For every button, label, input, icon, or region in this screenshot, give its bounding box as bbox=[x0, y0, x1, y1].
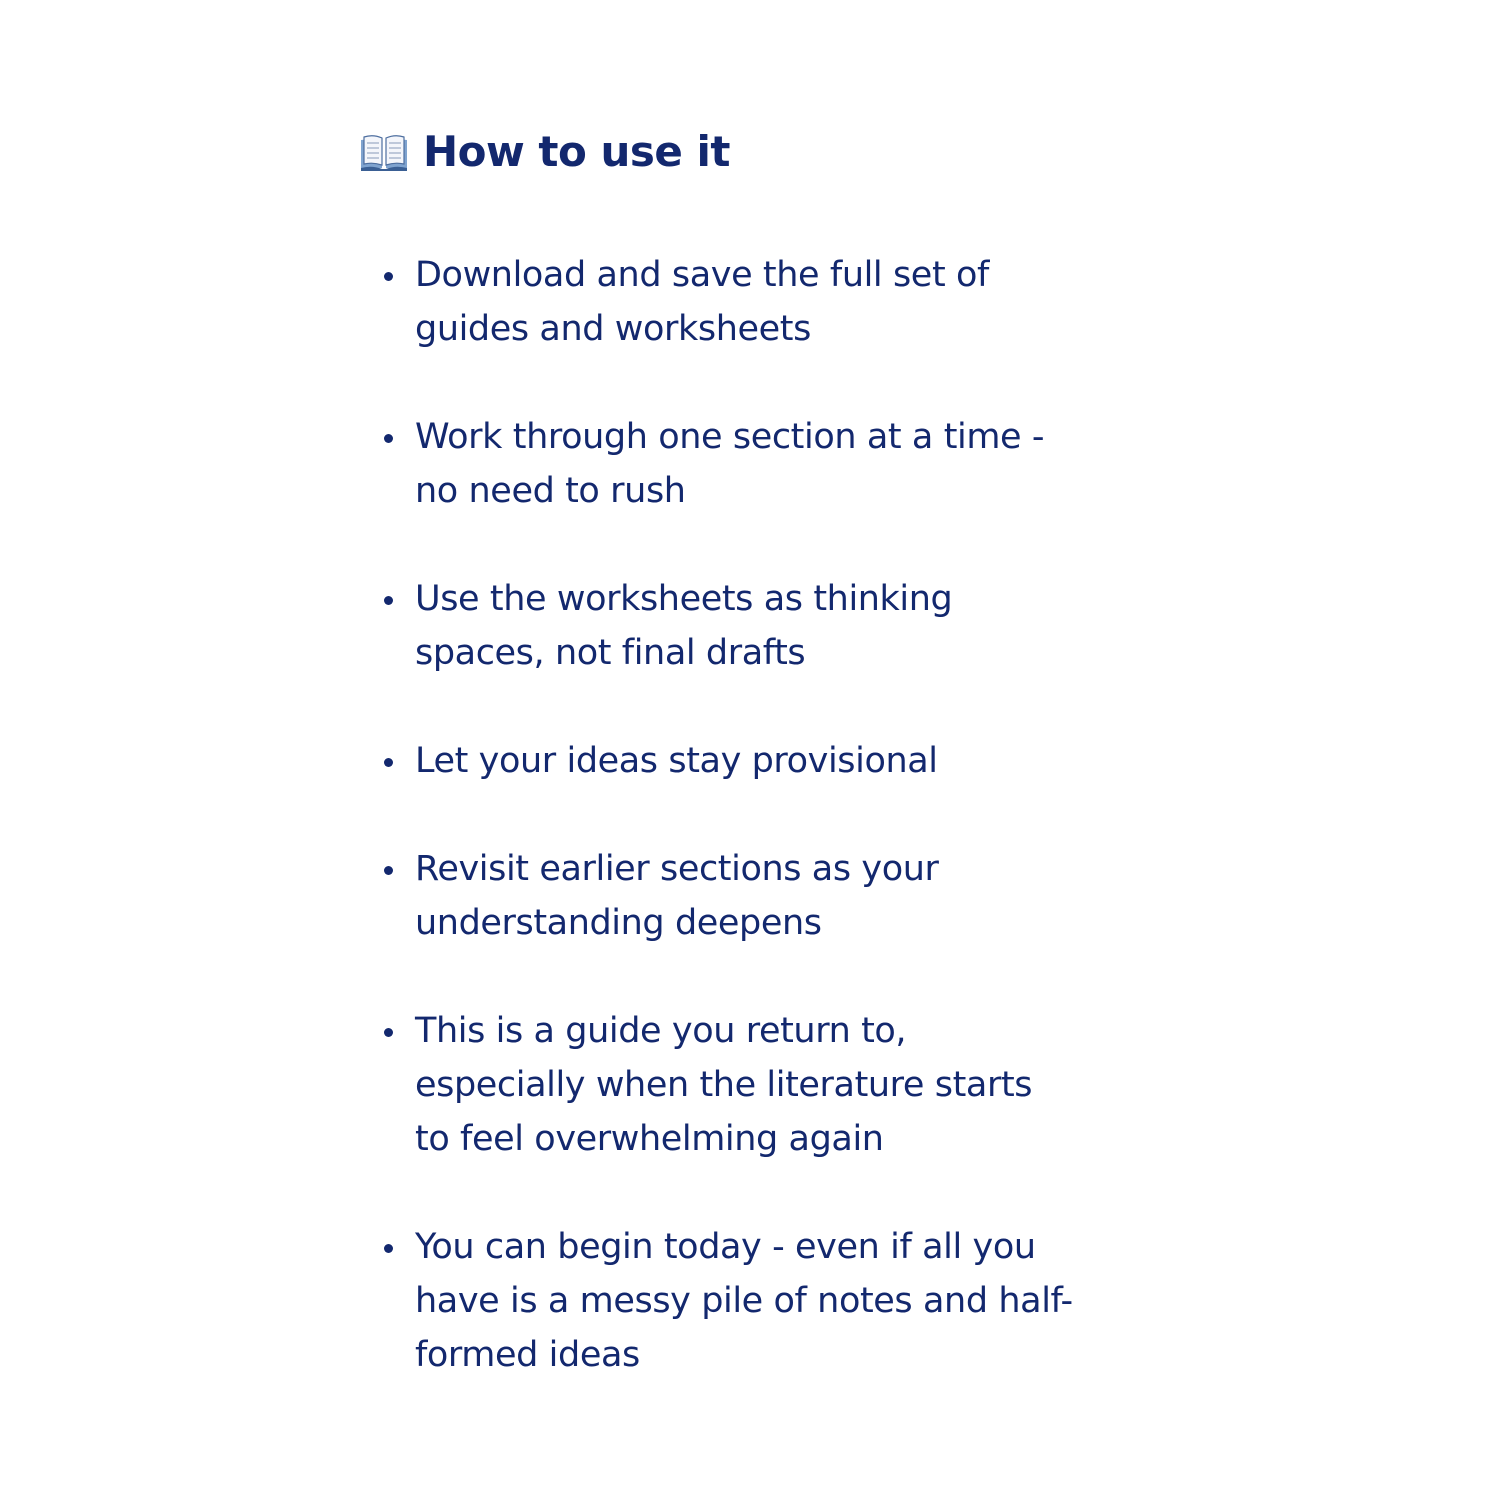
list-item-text: understanding deepens bbox=[415, 903, 822, 943]
bullet-icon bbox=[384, 1244, 393, 1253]
bullet-icon bbox=[384, 758, 393, 767]
list-item-text: to feel overwhelming again bbox=[415, 1119, 884, 1159]
bullet-icon bbox=[384, 272, 393, 281]
list-item-text: Revisit earlier sections as your bbox=[415, 849, 939, 889]
bullet-icon bbox=[384, 866, 393, 875]
list-item-text: guides and worksheets bbox=[415, 309, 811, 349]
list-item-text: have is a messy pile of notes and half- bbox=[415, 1281, 1073, 1321]
list-item-text: no need to rush bbox=[415, 471, 686, 511]
open-book-icon bbox=[359, 132, 409, 172]
list-item-text: formed ideas bbox=[415, 1335, 640, 1375]
section-heading bbox=[359, 124, 730, 180]
list-item-text: This is a guide you return to, bbox=[415, 1011, 907, 1051]
list-item-text: Download and save the full set of bbox=[415, 255, 989, 295]
list-item-text: You can begin today - even if all you bbox=[415, 1227, 1036, 1267]
list-item-text: spaces, not final drafts bbox=[415, 633, 806, 673]
page-title: How to use it bbox=[423, 127, 730, 176]
bullet-icon bbox=[384, 596, 393, 605]
bullet-icon bbox=[384, 1028, 393, 1037]
list-item-text: Let your ideas stay provisional bbox=[415, 741, 938, 781]
bullet-icon bbox=[384, 434, 393, 443]
list-item-text: Use the worksheets as thinking bbox=[415, 579, 953, 619]
list-item-text: especially when the literature starts bbox=[415, 1065, 1033, 1105]
list-item-text: Work through one section at a time - bbox=[415, 417, 1045, 457]
